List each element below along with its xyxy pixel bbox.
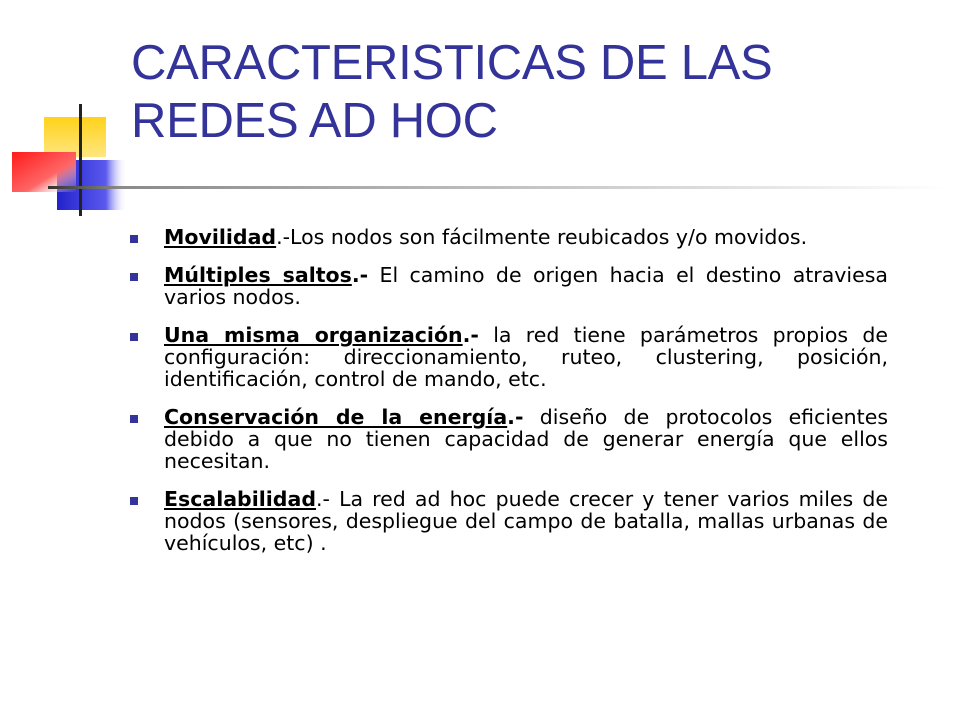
bullet-text: Los nodos son fácilmente reubicados y/o movidos.: [290, 225, 808, 249]
bullet-term: Múltiples saltos: [164, 263, 352, 287]
bullet-item-movilidad: [128, 226, 888, 248]
bullet-square-icon: [130, 273, 138, 281]
bullet-separator: .-: [462, 323, 479, 347]
bullet-square-icon: [130, 333, 138, 341]
title-divider: [48, 186, 948, 189]
bullet-text: diseño de protocolos eficientes debido a que no tienen capacidad de generar energía que ellos necesitan.: [164, 405, 889, 473]
bullet-item-multiples-saltos: [128, 264, 888, 308]
bullet-term: Movilidad: [164, 225, 277, 249]
bullet-square-icon: [130, 497, 138, 505]
bullet-item-energia: [128, 406, 888, 472]
bullet-term: Escalabilidad: [164, 487, 316, 511]
bullet-text: La red ad hoc puede crecer y tener varios miles de nodos (sensores, despliegue del campo de batalla, mallas urbanas de vehículos, etc) .: [164, 487, 888, 555]
bullet-square-icon: [130, 415, 138, 423]
bullet-term: Conservación de la energía: [164, 405, 508, 429]
title-line-2: REDES AD HOC: [131, 94, 498, 148]
bullet-separator: .-: [351, 263, 369, 287]
slide-title: [131, 34, 931, 150]
bullet-separator: .-: [316, 487, 340, 511]
yellow-square: [44, 117, 106, 157]
bullet-separator: .-: [276, 225, 291, 249]
vertical-line: [79, 104, 82, 216]
title-line-1: CARACTERISTICAS DE LAS: [131, 36, 773, 90]
bullet-item-escalabilidad: [128, 488, 888, 554]
bullet-item-organizacion: [128, 324, 888, 390]
bullet-term: Una misma organización: [164, 323, 463, 347]
decorative-corner-graphic: [0, 0, 140, 240]
bullet-text: El camino de origen hacia el destino atraviesa varios nodos.: [164, 263, 888, 309]
bullet-list: [128, 226, 888, 570]
bullet-text: la red tiene parámetros propios de configuración: direccionamiento, ruteo, clustering, posición, identificación, control de mando, etc.: [164, 323, 888, 391]
bullet-separator: .-: [507, 405, 524, 429]
bullet-square-icon: [130, 235, 138, 243]
